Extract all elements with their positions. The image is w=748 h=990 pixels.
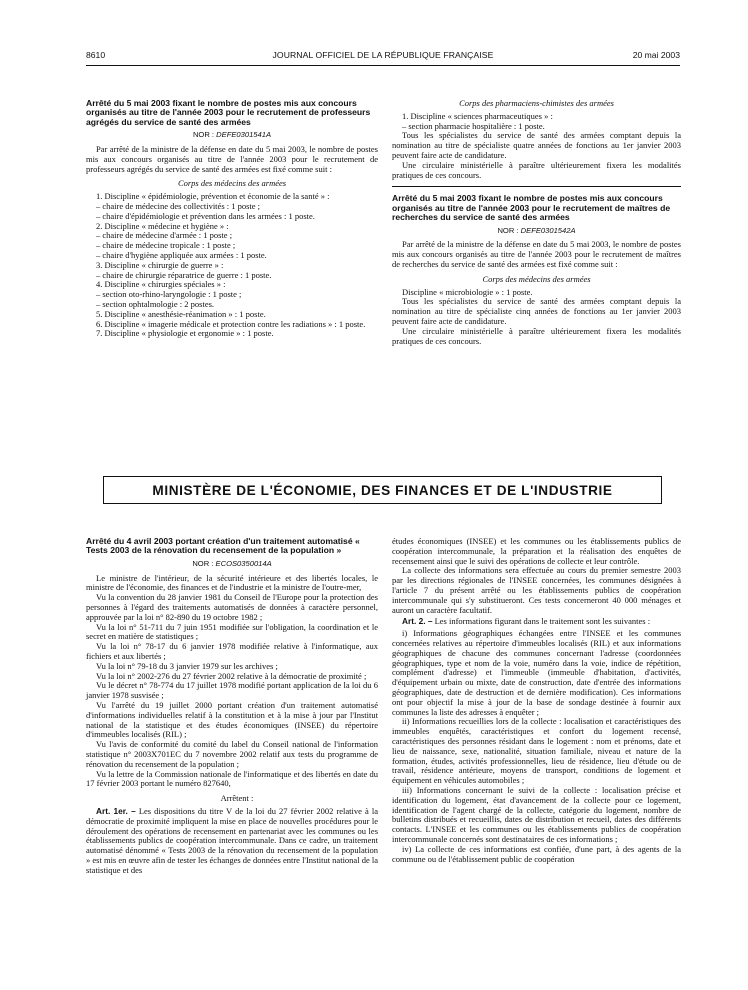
- nor-label: NOR :: [192, 558, 216, 568]
- list-line: – chaire de médecine d'armée : 1 poste ;: [96, 230, 233, 241]
- article-text: Les informations figurant dans le traitement sont les suivantes :: [432, 616, 651, 627]
- left-bottom-column: [86, 537, 378, 876]
- ministry-banner: MINISTÈRE DE L'ÉCONOMIE, DES FINANCES ET DE L'INDUSTRIE: [103, 476, 662, 504]
- paragraph: Tous les spécialistes du service de santé des armées comptant depuis la nomination au titre de spécialiste cinq années de fonctions au 1er janvier 2003 peuvent faire acte de candidature.: [392, 296, 681, 326]
- list-line: – section ophtalmologie : 2 postes.: [96, 298, 215, 309]
- article-label: Art. 2. –: [402, 616, 433, 627]
- list-line: – chaire de médecine tropicale : 1 poste ;: [96, 240, 236, 251]
- nor-label: NOR :: [192, 130, 217, 140]
- nor-reference: [392, 226, 681, 236]
- list-line: 1. Discipline « sciences pharmaceutiques » :: [402, 110, 553, 121]
- list-item: iii) Informations concernant le suivi de la collecte : localisation précise et identification du logement, état d'avancement de la collecte pour ce logement, identification de l'agent chargé de la collecte, catégorie du logement, nombre de bulletins distribués et recueillis, dates de distribution et recueil, dates des différents contacts. L'INSEE et les communes ou les établissements publics de coopération intercommunale concernés sont destinataires de ces informations ;: [392, 784, 681, 844]
- nor-label: NOR :: [497, 225, 521, 235]
- article-2: [392, 617, 681, 627]
- right-bottom-column: [392, 537, 681, 864]
- list-line: 7. Discipline « physiologie et ergonomie » : 1 poste.: [96, 328, 274, 339]
- decree-intro: Par arrêté de la ministre de la défense en date du 5 mai 2003, le nombre de postes mis aux concours organisés au titre de l'année 2003 pour le recrutement de maîtres de recherches du service de santé des armées est fixé comme suit :: [392, 239, 681, 269]
- list-line: – chaire d'épidémiologie et prévention dans les armées : 1 poste.: [96, 210, 315, 221]
- page-number: 8610: [86, 50, 106, 60]
- list-line: 4. Discipline « chirurgies spéciales » :: [96, 279, 226, 290]
- paragraph: Vu l'avis de conformité du comité du label du Conseil national de l'information statistique n° 2003X701EC du 7 novembre 2002 relatif aux tests du programme de rénovation du recensement de la population ;: [86, 739, 378, 769]
- corps-heading: Corps des médecins des armées: [482, 273, 591, 284]
- paragraph: La collecte des informations sera effectuée au cours du premier semestre 2003 par les directions régionales de l'INSEE concernées, les communes désignées à l'article 7 du présent arrêté ou les établissements publics de coopération intercommunale qui s'y substitueront. Ces tests concerneront 40 000 ménages et auront un caractère facultatif.: [392, 565, 681, 615]
- list-line: – chaire de chirurgie réparatrice de guerre : 1 poste.: [96, 269, 272, 280]
- nor-value: ECOS0350014A: [215, 558, 272, 568]
- nor-value: DEFE0301541A: [216, 130, 272, 140]
- paragraph: Vu la loi n° 2002-276 du 27 février 2002 relative à la démocratie de proximité ;: [96, 670, 367, 681]
- list-line: 6. Discipline « imagerie médicale et protection contre les radiations » : 1 poste.: [96, 318, 366, 329]
- list-line: – chaire de médecine des collectivités : 1 poste ;: [96, 201, 261, 211]
- issue-date: 20 mai 2003: [632, 50, 680, 60]
- list-line: 1. Discipline « épidémiologie, prévention et économie de la santé » :: [96, 191, 330, 202]
- paragraph: Une circulaire ministérielle à paraître ultérieurement fixera les modalités pratiques de ces concours.: [392, 325, 681, 346]
- paragraph: études économiques (INSEE) et les communes ou les établissements publics de coopération intercommunale, la préparation et la réalisation des enquêtes de recensement ainsi que le suivi des opérations de collecte et leur contrôle.: [392, 536, 681, 566]
- left-top-column: [86, 99, 378, 339]
- paragraph: Vu le décret n° 78-774 du 17 juillet 1978 modifié portant application de la loi du 6 janvier 1978 susvisée ;: [86, 680, 378, 701]
- article-label: Art. 1er. –: [96, 805, 136, 816]
- decree-title-maitres: Arrêté du 5 mai 2003 fixant le nombre de postes mis aux concours organisés au titre de l'année 2003 pour le recrutement de maîtres de recherches du service de santé des armées: [392, 193, 671, 223]
- paragraph: Le ministre de l'intérieur, de la sécurité intérieure et des libertés locales, le ministre de l'économie, des finances et de l'industrie et la ministre de l'outre-mer,: [86, 572, 378, 593]
- paragraph: Vu la loi n° 79-18 du 3 janvier 1979 sur les archives ;: [96, 660, 278, 671]
- article-1: [86, 807, 378, 876]
- paragraph: Vu la lettre de la Commission nationale de l'informatique et des libertés en date du 17 février 2003 portant le numéro 827640,: [86, 768, 378, 789]
- paragraph: Une circulaire ministérielle à paraître ultérieurement fixera les modalités pratiques de ces concours.: [392, 159, 681, 180]
- nor-reference: [86, 559, 378, 569]
- list-line: Discipline « microbiologie » : 1 poste.: [402, 286, 533, 297]
- decree-intro: Par arrêté de la ministre de la défense en date du 5 mai 2003, le nombre de postes mis aux concours organisés au titre de l'année 2003 pour le recrutement de professeurs agrégés du service de santé des armées est fixé comme suit :: [86, 144, 378, 174]
- arretent-heading: Arrêtent :: [220, 793, 254, 804]
- list-line: 2. Discipline « médecine et hygiène » :: [96, 220, 229, 231]
- paragraph: Vu la loi n° 51-711 du 7 juin 1951 modifiée sur l'obligation, la coordination et le secret en matière de statistiques ;: [86, 621, 378, 642]
- list-line: – chaire d'hygiène appliquée aux armées : 1 poste.: [96, 249, 267, 260]
- list-item: iv) La collecte de ces informations est confiée, d'une part, à des agents de la commune ou de l'établissement public de coopération: [392, 843, 681, 864]
- list-line: – section oto-rhino-laryngologie : 1 poste ;: [96, 289, 242, 300]
- right-top-column: [392, 99, 681, 346]
- decree-title-professeurs: Arrêté du 5 mai 2003 fixant le nombre de postes mis aux concours organisés au titre de l'année 2003 pour le recrutement de professeurs agrégés du service de santé des armées: [86, 98, 371, 127]
- nor-reference: [86, 130, 378, 140]
- paragraph: Vu la convention du 28 janvier 1981 du Conseil de l'Europe pour la protection des personnes à l'égard des traitements automatisés de données à caractère personnel, approuvée par la loi n° 82-890 du 19 octobre 1982 ;: [86, 592, 378, 622]
- corps-pharma-heading: Corps des pharmaciens-chimistes des armées: [459, 98, 614, 108]
- corps-heading: Corps des médecins des armées: [177, 178, 287, 189]
- list-item: i) Informations géographiques échangées entre l'INSEE et les communes concernées relatives au répertoire d'immeubles localisés (RIL) et aux informations géographiques de chacune des communes concernant l'adresse (coordonnées géographiques, type et nom de la voie, numéro dans la voie, indice de répétition, complément d'adresse) et l'immeuble (immeuble d'habitation, d'activités, d'équipement urbain ou mixte, date de construction, date d'entrée des informations géographiques, date de destruction et de dernière modification). Ces informations ont pour objectif la mise à jour de la base de sondage destinée à fournir aux communes la liste des adresses à enquêter ;: [392, 628, 681, 717]
- paragraph: Vu la loi n° 78-17 du 6 janvier 1978 modifiée relative à l'informatique, aux fichiers et aux libertés ;: [86, 641, 378, 661]
- page-header: [86, 50, 680, 64]
- list-item: ii) Informations recueillies lors de la collecte : localisation et caractéristiques des immeubles enquêtés, caractéristiques et confort du logement recensé, caractéristiques des personnes résidant dans le logement : nom et prénoms, date et lieu de naissance, sexe, nationalité, situation familiale, niveau et nature de la formation, études, activités professionnelles, lieu de résidence, lieu d'étude ou de travail, résidence antérieure, moyens de transport, conditions de logement et équipement en véhicules automobiles ;: [392, 716, 681, 786]
- list-line: – section pharmacie hospitalière : 1 poste.: [402, 120, 545, 131]
- section-separator: [392, 186, 681, 187]
- header-rule: [86, 65, 680, 66]
- nor-value: DEFE0301542A: [520, 225, 576, 235]
- article-text: Les dispositions du titre V de la loi du 27 février 2002 relative à la démocratie de proximité impliquent la mise en place de nouvelles procédures pour le déroulement des opérations de recensement en partenariat avec les communes ou les établissements publics de coopération intercommunale. Dans ce cadre, un traitement automatisé dénommé « Tests 2003 de la rénovation du recensement de la population » est mis en œuvre afin de tester les échanges de données entre l'Institut national de la statistique et des: [86, 805, 378, 875]
- decree-title-recensement: Arrêté du 4 avril 2003 portant création d'un traitement automatisé « Tests 2003 de la rénovation du recensement de la population »: [86, 536, 360, 556]
- paragraph: Tous les spécialistes du service de santé des armées comptant depuis la nomination au titre de spécialiste quatre années de fonctions au 1er janvier 2003 peuvent faire acte de candidature.: [392, 130, 681, 160]
- journal-title: JOURNAL OFFICIEL DE LA RÉPUBLIQUE FRANÇAISE: [272, 50, 494, 60]
- paragraph: Vu l'arrêté du 19 juillet 2000 portant création d'un traitement automatisé d'informations individuelles relatif à la constitution et à la mise à jour par l'Institut national de la statistique et des études économiques (INSEE) du répertoire d'immeubles localisés (RIL) ;: [86, 699, 378, 740]
- list-line: 3. Discipline « chirurgie de guerre » :: [96, 259, 224, 270]
- list-line: 5. Discipline « anesthésie-réanimation » : 1 poste.: [96, 308, 266, 319]
